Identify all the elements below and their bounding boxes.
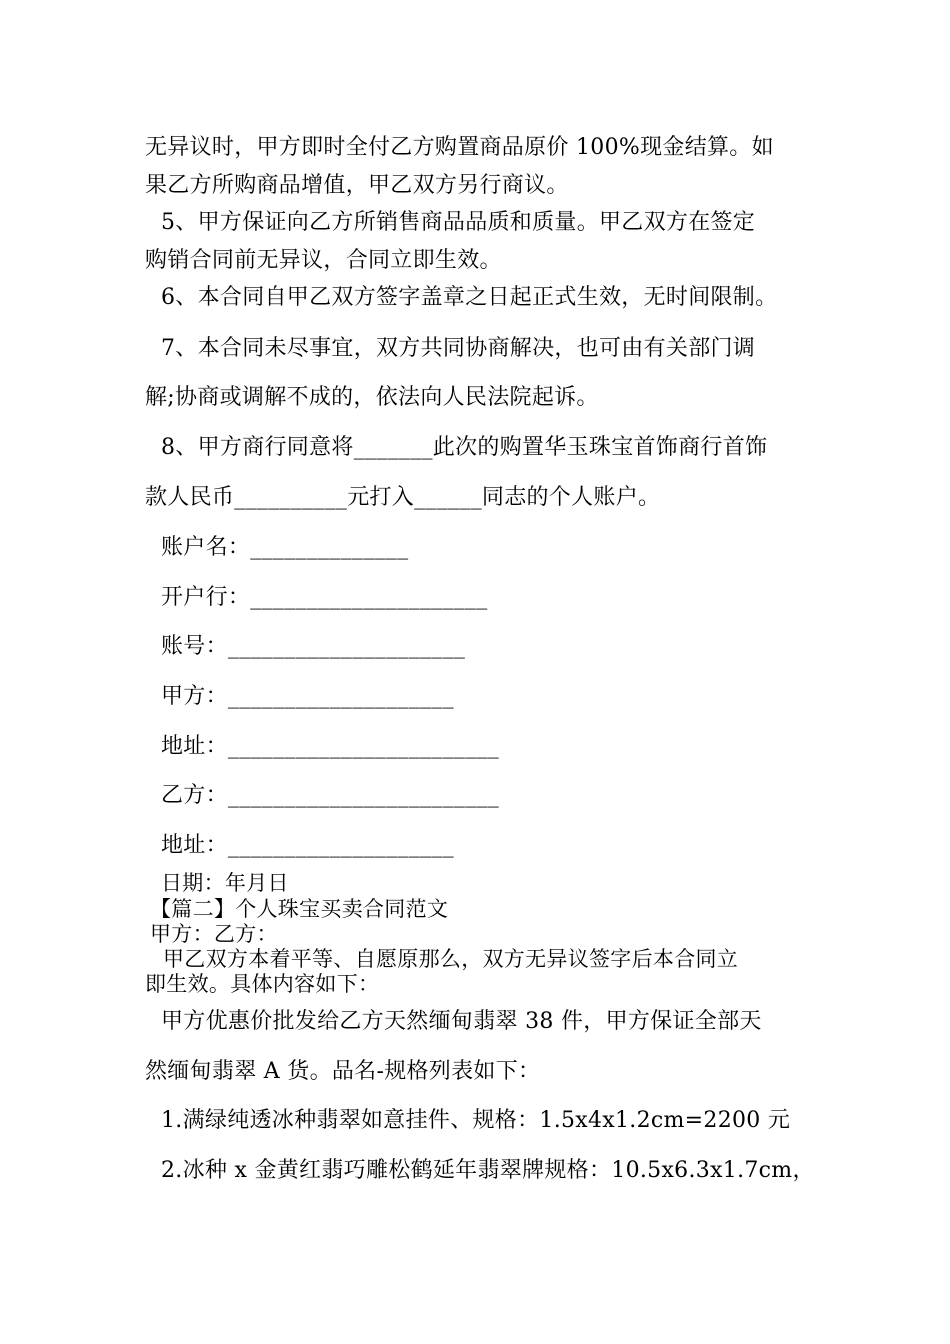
wholesale-line-1: 甲方优惠价批发给乙方天然缅甸翡翠 38 件，甲方保证全部天: [161, 1009, 762, 1034]
clause-5-line-1: 5、甲方保证向乙方所销售商品品质和质量。甲乙双方在签定: [161, 210, 756, 235]
bank-field: 开户行：_____________________: [161, 585, 488, 610]
address-b-field: 地址：____________________: [161, 833, 454, 858]
clause-7-line-1: 7、本合同未尽事宜，双方共同协商解决，也可由有关部门调: [161, 336, 756, 361]
wholesale-line-2: 然缅甸翡翠 A 货。品名-规格列表如下：: [145, 1059, 541, 1084]
clause-6: 6、本合同自甲乙双方签字盖章之日起正式生效，无时间限制。: [161, 285, 778, 310]
party-b-field: 乙方：________________________: [161, 783, 500, 808]
clause-8-line-1: 8、甲方商行同意将_______此次的购置华玉珠宝首饰商行首饰: [161, 435, 768, 460]
paragraph-4-line-2: 果乙方所购商品增值，甲乙双方另行商议。: [145, 173, 569, 198]
intro-line-1: 甲乙双方本着平等、自愿原那么，双方无异议签字后本合同立: [163, 947, 739, 971]
party-a-field: 甲方：____________________: [161, 684, 454, 709]
clause-5-line-2: 购销合同前无异议，合同立即生效。: [145, 248, 502, 273]
paragraph-4-line-1: 无异议时，甲方即时全付乙方购置商品原价 100%现金结算。如: [145, 135, 774, 160]
account-name-field: 账户名：______________: [161, 535, 409, 560]
section-2-title: 【篇二】个人珠宝买卖合同范文: [150, 897, 449, 921]
item-2: 2.冰种 x 金黄红翡巧雕松鹤延年翡翠牌规格：10.5x6.3x1.7cm，: [161, 1158, 815, 1183]
clause-8-line-2: 款人民币__________元打入______同志的个人账户。: [145, 485, 661, 510]
clause-7-line-2: 解;协商或调解不成的，依法向人民法院起诉。: [145, 385, 599, 410]
account-number-field: 账号：_____________________: [161, 634, 466, 659]
intro-line-2: 即生效。具体内容如下：: [145, 972, 380, 996]
item-1: 1.满绿纯透冰种翡翠如意挂件、规格：1.5x4x1.2cm=2200 元: [161, 1108, 791, 1133]
parties-line: 甲方：乙方：: [150, 922, 278, 946]
date-line: 日期：年月日: [161, 871, 289, 895]
address-a-field: 地址：________________________: [161, 734, 500, 759]
